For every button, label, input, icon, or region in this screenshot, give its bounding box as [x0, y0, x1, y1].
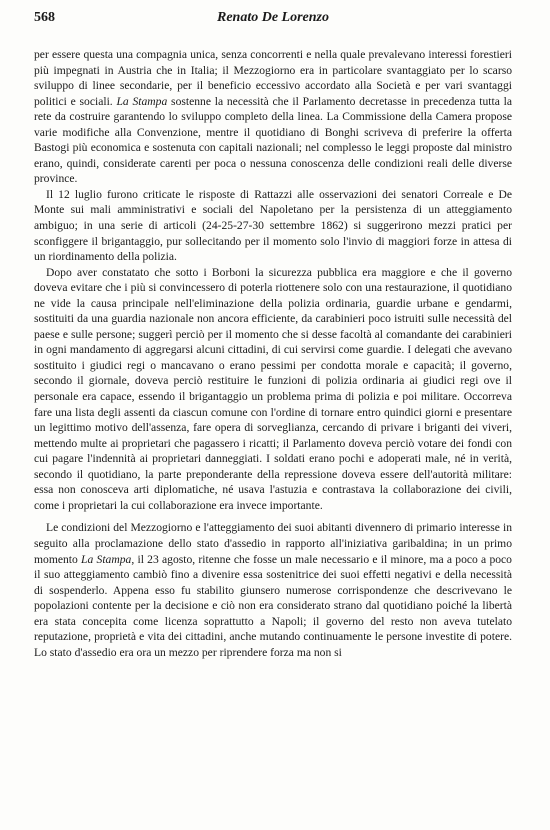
running-head-author: Renato De Lorenzo	[217, 10, 329, 25]
paragraph-2: Il 12 luglio furono criticate le risposte di Rattazzi alle osservazioni dei senatori Correale e De Monte sui mali amministrativi e sociali del Napoletano per la persistenza di un atteggiamento ambiguo; in una serie di articoli (24-25-27-30 settembre 1862) si suggerirono mezzi pratici per sconfiggere il brigantaggio, pur sollecitando per il momento solo l'invio di maggiori forze in attesa di un riordinamento della polizia.	[34, 187, 512, 264]
paragraph-1-text-a: per essere questa una compagnia unica, senza concorrenti e nella quale prevalevano interessi forestieri più impegnati in Austria che in Italia; il Mezzogiorno era in particolare svantaggiato per lo scarso sviluppo di linee secondarie, per il beneficio eccessivo accordato alla Società e per vari svantaggi politici e sociali.	[34, 48, 512, 108]
newspaper-title: La Stampa	[116, 94, 168, 108]
paragraph-4	[34, 520, 512, 660]
paragraph-1	[34, 47, 512, 187]
paragraph-gap	[34, 513, 512, 520]
body-text	[34, 47, 512, 660]
paragraph-1-text-b: sostenne la necessità che il Parlamento decretasse in precedenza tutta la rete da costruire garantendo lo sviluppo completo della linea. La Commissione della Camera propose varie modifiche alla Convenzione, mentre il quotidiano di Bonghi scriveva di preferire la offerta Bastogi più economica e sostenuta con capitali nazionali; nel complesso le leggi proposte dal ministro erano, quindi, considerate carenti per poca o nessuna conoscenza delle condizioni reali delle diverse province.	[34, 94, 512, 186]
newspaper-title: La Stampa	[81, 552, 132, 566]
paragraph-4-text-b: , il 23 agosto, ritenne che fosse un male necessario e il minore, ma a poco a poco il suo atteggiamento cambiò fino a divenire essa sostenitrice dei suoi effetti negativi e della necessità di sospenderlo. Appena esso fu stabilito giunsero numerose corrispondenze che descrivevano le popolazioni contente per la decisione e ciò non era considerato strano dal quotidiano poiché la libertà era stata concepita come licenza soprattutto a Napoli; il governo del resto non aveva tutelato reputazione, proprietà e vita dei cittadini, anche mutando continuamente le persone investite di potere. Lo stato d'assedio era ora un mezzo per riprendere forza ma non si	[34, 552, 512, 659]
page-header	[34, 10, 512, 32]
page-number: 568	[34, 10, 55, 25]
paragraph-4-text-a: Le condizioni del Mezzogiorno e l'atteggiamento dei suoi abitanti divennero di primario interesse in seguito alla proclamazione dello stato d'assedio in rapporto all'iniziativa garibaldina; in un primo momento	[34, 521, 512, 566]
paragraph-3: Dopo aver constatato che sotto i Borboni la sicurezza pubblica era maggiore e che il governo doveva evitare che i più si convincessero di poterla riottenere solo con una restaurazione, il quotidiano ne vide la causa principale nell'eliminazione della polizia ordinaria, guardie urbane e gendarmi, sostituiti da una guardia nazionale non ancora efficiente, da carabinieri poco istruiti sulle necessità del paese e sulle persone; suggerì perciò per il momento che si desse facoltà al comandante dei carabinieri in ogni mandamento di aggregarsi alcuni cittadini, di cui servirsi come guardie. I delegati che avevano sostituito i giudici regi o mancavano o erano pessimi per condotta morale e capacità; il governo, secondo il giornale, doveva perciò restituire le funzioni di polizia ordinaria ai giudici regi ove il personale era capace, essendo il brigantaggio un problema prima di polizia e poi militare. Occorreva fare una lista degli assenti da ciascun comune con l'ordine di tornare entro quindici giorni e presentare un legittimo motivo dell'assenza, fare opera di sorveglianza, cercando di privare i briganti dei viveri, mettendo multe ai proprietari che pagassero i ricatti; il Parlamento doveva perciò votare dei fondi con cui pagare l'indennità ai proprietari danneggiati. I soldati erano pochi e adoperati male, né in verità, secondo il quotidiano, la parte preponderante della repressione doveva essere dell'autorità militare: essa non conosceva arti diplomatiche, né usava l'astuzia e contrastava la collaborazione dei civili, come i proprietari la cui collaborazione era invece importante.	[34, 265, 512, 512]
